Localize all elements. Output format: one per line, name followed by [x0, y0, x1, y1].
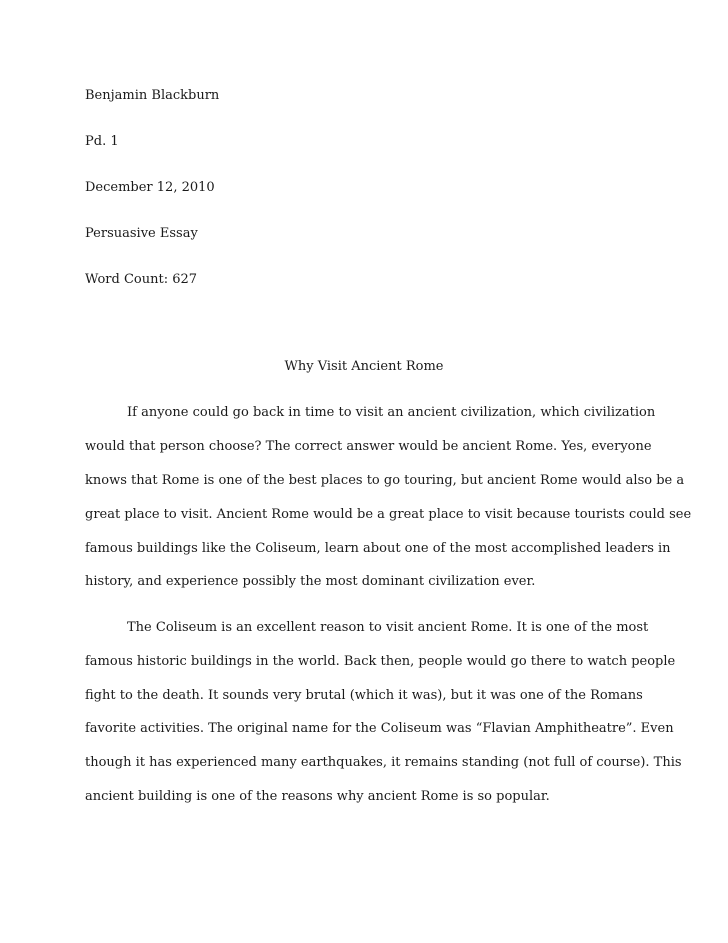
essay-title: Why Visit Ancient Rome	[284, 359, 444, 374]
word-count: Word Count: 627	[85, 272, 198, 287]
paragraph-line: ancient building is one of the reasons why ancient Rome is so popular.	[85, 789, 550, 804]
class-period: Pd. 1	[85, 134, 119, 149]
essay-date: December 12, 2010	[85, 180, 215, 195]
paragraph-line: If anyone could go back in time to visit an ancient civilization, which civilization	[127, 405, 656, 420]
paragraph-line: fight to the death. It sounds very brutal (which it was), but it was one of the Romans	[85, 688, 643, 703]
paragraph-line: knows that Rome is one of the best places to go touring, but ancient Rome would also be a	[85, 473, 685, 488]
paragraph-line: though it has experienced many earthquakes, it remains standing (not full of course). This	[85, 755, 682, 770]
paragraph-line: The Coliseum is an excellent reason to visit ancient Rome. It is one of the most	[127, 620, 649, 635]
paragraph-line: great place to visit. Ancient Rome would be a great place to visit because tourists could see	[85, 507, 692, 522]
paragraph-line: would that person choose? The correct answer would be ancient Rome. Yes, everyone	[85, 439, 652, 454]
paragraph-line: famous buildings like the Coliseum, learn about one of the most accomplished leaders in	[85, 541, 671, 556]
author-name: Benjamin Blackburn	[85, 88, 220, 103]
paragraph-line: favorite activities. The original name for the Coliseum was “Flavian Amphitheatre”. Even	[85, 721, 674, 736]
paragraph-line: famous historic buildings in the world. Back then, people would go there to watch people	[85, 654, 676, 669]
paragraph-line: history, and experience possibly the most dominant civilization ever.	[85, 574, 536, 589]
assignment-type: Persuasive Essay	[85, 226, 198, 241]
